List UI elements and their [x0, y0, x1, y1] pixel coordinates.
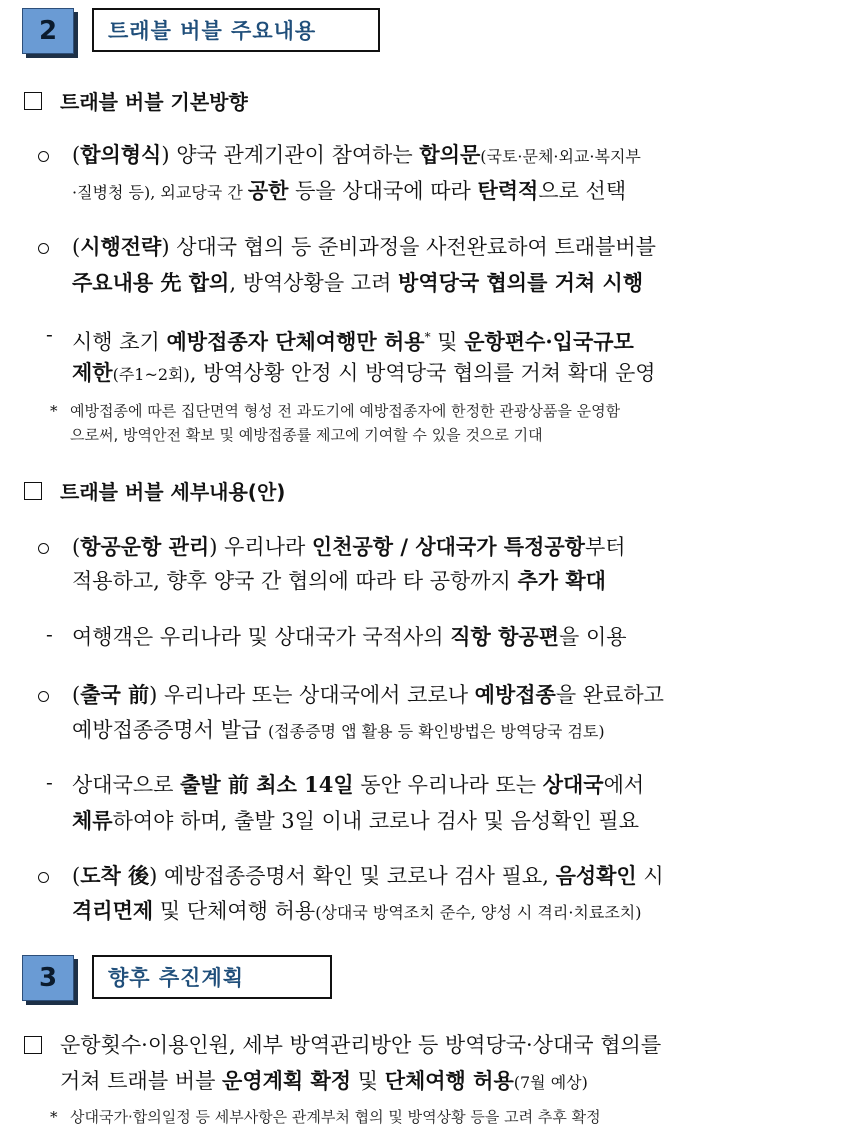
para-flight-l1: (항공운항 관리) 우리나라 인천공항 / 상대국가 특정공항부터 [72, 534, 626, 559]
bullet-circle [38, 872, 49, 883]
bullet-circle [38, 243, 49, 254]
para-direct-flight: 여행객은 우리나라 및 상대국가 국적사의 직항 항공편을 이용 [72, 624, 627, 649]
para-stay-l2: 체류하여야 하며, 출발 3일 이내 코로나 검사 및 음성확인 필요 [72, 808, 639, 833]
section-title: 트래블 버블 주요내용 [92, 8, 380, 52]
para-arrival-l2: 격리면제 및 단체여행 허용(상대국 방역조치 준수, 양성 시 격리·치료조치) [72, 898, 642, 923]
footnote-vaccination-l1: 예방접종에 따른 집단면역 형성 전 과도기에 예방접종자에 한정한 관광상품을 운영함 [70, 402, 621, 420]
checkbox-square [24, 482, 42, 500]
para-strategy-l2: 주요내용 先 합의, 방역상황을 고려 방역당국 협의를 거쳐 시행 [72, 270, 644, 295]
para-plan-l1: 운항횟수·이용인원, 세부 방역관리방안 등 방역당국·상대국 협의를 [60, 1033, 662, 1057]
para-departure-l1: (출국 前) 우리나라 또는 상대국에서 코로나 예방접종을 완료하고 [72, 682, 664, 707]
bullet-circle [38, 543, 49, 554]
section-title: 향후 추진계획 [92, 955, 332, 999]
footnote-vaccination-l2: 으로써, 방역안전 확보 및 예방접종률 제고에 기여할 수 있을 것으로 기대 [70, 426, 543, 444]
footnote-plan: 상대국가·합의일정 등 세부사항은 관계부처 협의 및 방역상황 등을 고려 추후 확정 [70, 1108, 601, 1126]
para-plan-l2: 거쳐 트래블 버블 운영계획 확정 및 단체여행 허용(7월 예상) [60, 1068, 588, 1093]
checkbox-square [24, 92, 42, 110]
para-arrival-l1: (도착 後) 예방접종증명서 확인 및 코로나 검사 필요, 음성확인 시 [72, 863, 664, 888]
para-agreement-type-l2: ·질병청 등), 외교당국 간 공한 등을 상대국에 따라 탄력적으로 선택 [72, 178, 627, 203]
bullet-circle [38, 151, 49, 162]
checkbox-square [24, 1036, 42, 1054]
para-initial-l2: 제한(주1~2회), 방역상황 안정 시 방역당국 협의를 거쳐 확대 운영 [72, 360, 656, 385]
bullet-circle [38, 691, 49, 702]
para-agreement-type-l1: (합의형식) 양국 관계기관이 참여하는 합의문(국토·문체·외교·복지부 [72, 142, 641, 167]
para-stay-l1: 상대국으로 출발 前 최소 14일 동안 우리나라 또는 상대국에서 [72, 772, 645, 797]
section-number: 2 [22, 8, 74, 54]
section-number: 3 [22, 955, 74, 1001]
para-flight-l2: 적용하고, 향후 양국 간 협의에 따라 타 공항까지 추가 확대 [72, 568, 606, 593]
heading-detail: 트래블 버블 세부내용(안) [60, 480, 286, 504]
para-strategy-l1: (시행전략) 상대국 협의 등 준비과정을 사전완료하여 트래블버블 [72, 234, 656, 259]
para-initial-l1: 시행 초기 예방접종자 단체여행만 허용* 및 운항편수·입국규모 [72, 329, 634, 354]
para-departure-l2: 예방접종증명서 발급 (접종증명 앱 활용 등 확인방법은 방역당국 검토) [72, 718, 605, 742]
heading-basic: 트래블 버블 기본방향 [60, 90, 248, 114]
